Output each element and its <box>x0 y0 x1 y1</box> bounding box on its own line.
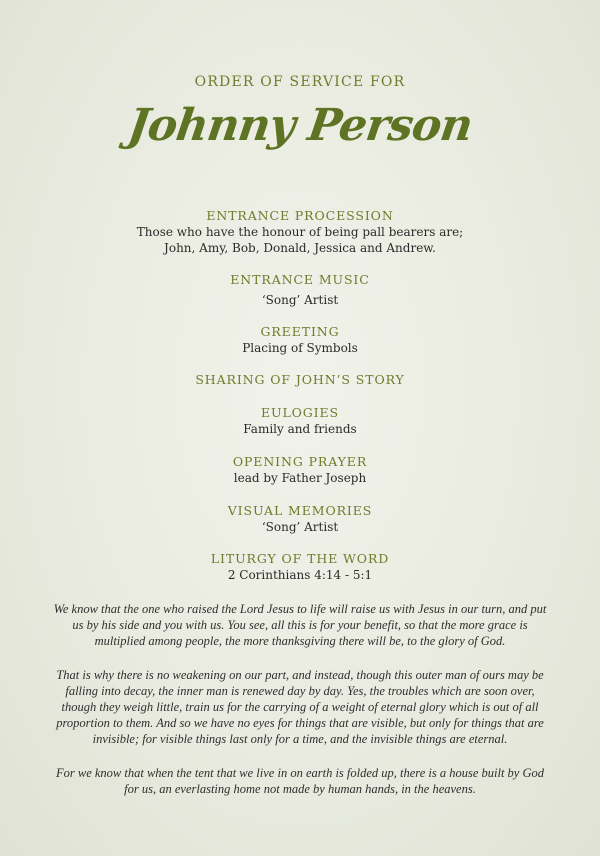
section-line: Those who have the honour of being pall bearers are; <box>136 225 464 239</box>
section-title: ENTRANCE PROCESSION <box>206 208 394 223</box>
section-line: ‘Song’ Artist <box>261 520 339 534</box>
section-title: ENTRANCE MUSIC <box>230 272 370 287</box>
service-sections <box>0 208 600 583</box>
section-greeting <box>0 324 600 356</box>
section-title: VISUAL MEMORIES <box>227 503 373 518</box>
section-line: lead by Father Joseph <box>233 471 367 485</box>
section-title: OPENING PRAYER <box>232 454 368 469</box>
reading-paragraph-1: We know that the one who raised the Lord Jesus to life will raise us with Jesus in our turn, and put us by his side and you with us. You see, all this is for your benefit, so that the more grace is multiplied among people, the more thanksgiving there will be, to the glory of God. <box>53 602 547 648</box>
deceased-name: Johnny Person <box>124 100 476 151</box>
section-sharing-story <box>0 372 600 388</box>
section-entrance-procession <box>0 208 600 256</box>
section-line: Family and friends <box>243 422 357 436</box>
section-title: LITURGY OF THE WORD <box>210 551 390 566</box>
header-kicker: ORDER OF SERVICE FOR <box>194 74 406 90</box>
section-line: ‘Song’ Artist <box>261 293 339 307</box>
section-title: SHARING OF JOHN’S STORY <box>195 372 405 387</box>
section-visual-memories <box>0 503 600 535</box>
section-eulogies <box>0 405 600 437</box>
section-line: Placing of Symbols <box>242 341 358 355</box>
section-line: John, Amy, Bob, Donald, Jessica and Andrew. <box>164 241 436 255</box>
section-liturgy <box>0 551 600 583</box>
section-entrance-music <box>0 272 600 308</box>
section-title: EULOGIES <box>260 405 340 420</box>
reading-paragraph-3: For we know that when the tent that we live in on earth is folded up, there is a house built by God for us, an everlasting home not made by human hands, in the heavens. <box>55 766 545 796</box>
reading-paragraph-2: That is why there is no weakening on our part, and instead, though this outer man of ours may be falling into decay, the inner man is renewed day by day. Yes, the troubles which are soon over, though they weigh little, train us for the carrying of a weight of eternal glory which is out of all proportion to them. And so we have no eyes for things that are visible, but only for things that are invisible; for visible things last only for a time, and the invisible things are eternal. <box>56 668 544 746</box>
section-title: GREETING <box>260 324 340 339</box>
section-opening-prayer <box>0 454 600 486</box>
section-line: 2 Corinthians 4:14 - 5:1 <box>227 568 373 582</box>
